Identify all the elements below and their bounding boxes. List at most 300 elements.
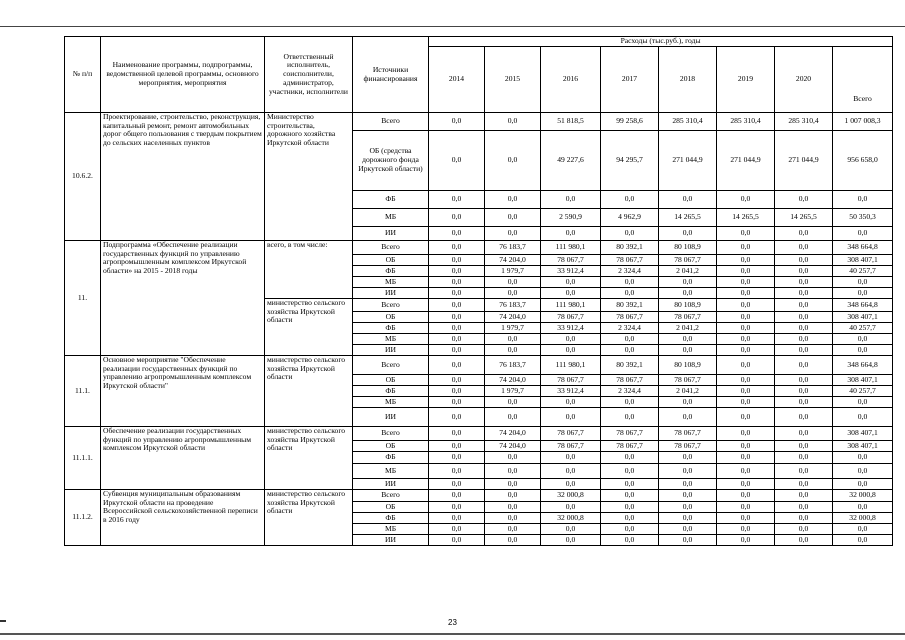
year-value: 0,0 — [717, 277, 775, 288]
year-value: 0,0 — [429, 375, 485, 386]
year-value: 0,0 — [717, 255, 775, 266]
funding-source: МБ — [353, 397, 429, 408]
year-value: 0,0 — [775, 323, 833, 334]
header-name: Наименование программы, подпрограммы, ведомственной целевой программы, основного мероприятия, мероприятия — [101, 37, 265, 113]
year-value: 0,0 — [717, 299, 775, 312]
year-value: 0,0 — [717, 490, 775, 502]
year-value: 0,0 — [429, 299, 485, 312]
year-value: 33 912,4 — [541, 323, 601, 334]
year-value: 0,0 — [485, 513, 541, 524]
year-value: 0,0 — [659, 524, 717, 535]
year-value: 0,0 — [717, 513, 775, 524]
responsible-executor: всего, в том числе: — [265, 241, 353, 299]
funding-source: ФБ — [353, 386, 429, 397]
responsible-executor: министерство сельского хозяйства Иркутской области — [265, 356, 353, 427]
year-value: 2 041,2 — [659, 386, 717, 397]
total-value: 348 664,8 — [833, 299, 893, 312]
total-value: 308 407,1 — [833, 312, 893, 323]
year-value: 0,0 — [601, 535, 659, 546]
total-value: 0,0 — [833, 397, 893, 408]
year-value: 0,0 — [775, 513, 833, 524]
total-value: 0,0 — [833, 288, 893, 299]
year-value: 80 108,9 — [659, 356, 717, 375]
total-value: 40 257,7 — [833, 266, 893, 277]
year-value: 0,0 — [485, 131, 541, 191]
funding-source: ФБ — [353, 266, 429, 277]
year-value: 80 108,9 — [659, 241, 717, 255]
funding-source: ИИ — [353, 408, 429, 427]
year-value: 0,0 — [775, 464, 833, 479]
year-value: 0,0 — [485, 408, 541, 427]
year-value: 0,0 — [717, 266, 775, 277]
year-value: 0,0 — [485, 397, 541, 408]
year-value: 0,0 — [485, 490, 541, 502]
year-value: 4 962,9 — [601, 209, 659, 227]
year-value: 33 912,4 — [541, 386, 601, 397]
year-value: 0,0 — [485, 113, 541, 131]
year-value: 0,0 — [429, 345, 485, 356]
total-value: 0,0 — [833, 345, 893, 356]
year-value: 74 204,0 — [485, 312, 541, 323]
year-value: 0,0 — [775, 479, 833, 490]
year-value: 78 067,7 — [541, 441, 601, 452]
total-value: 0,0 — [833, 524, 893, 535]
year-value: 0,0 — [659, 408, 717, 427]
year-value: 0,0 — [659, 479, 717, 490]
year-value: 0,0 — [717, 312, 775, 323]
year-value: 0,0 — [601, 345, 659, 356]
year-value: 0,0 — [429, 535, 485, 546]
year-value: 0,0 — [541, 191, 601, 209]
year-value: 0,0 — [429, 334, 485, 345]
year-value: 0,0 — [775, 535, 833, 546]
year-value: 0,0 — [717, 397, 775, 408]
year-value: 0,0 — [717, 427, 775, 441]
program-name: Проектирование, строительство, реконструкция, капитальный ремонт, ремонт автомобильных дорог общего пользования с твердым покрытием до сельских населенных пунктов — [101, 113, 265, 241]
year-value: 0,0 — [659, 397, 717, 408]
year-value: 0,0 — [485, 334, 541, 345]
year-value: 51 818,5 — [541, 113, 601, 131]
year-value: 0,0 — [775, 312, 833, 323]
funding-source: ИИ — [353, 535, 429, 546]
funding-source: ОБ — [353, 312, 429, 323]
funding-source: Всего — [353, 113, 429, 131]
year-value: 0,0 — [717, 479, 775, 490]
year-value: 0,0 — [541, 277, 601, 288]
table-row — [65, 356, 893, 375]
year-value: 0,0 — [429, 255, 485, 266]
scan-edge-top — [0, 26, 905, 27]
row-number: 11.1.1. — [65, 427, 101, 490]
total-value: 32 000,8 — [833, 490, 893, 502]
year-value: 0,0 — [601, 277, 659, 288]
funding-source: ИИ — [353, 345, 429, 356]
year-value: 0,0 — [659, 345, 717, 356]
header-year: 2017 — [601, 47, 659, 113]
year-value: 0,0 — [659, 502, 717, 513]
year-value: 76 183,7 — [485, 299, 541, 312]
year-value: 271 044,9 — [775, 131, 833, 191]
year-value: 0,0 — [775, 266, 833, 277]
year-value: 78 067,7 — [541, 375, 601, 386]
year-value: 0,0 — [429, 191, 485, 209]
year-value: 78 067,7 — [659, 427, 717, 441]
year-value: 0,0 — [601, 397, 659, 408]
year-value: 0,0 — [775, 441, 833, 452]
table-row — [65, 427, 893, 441]
year-value: 0,0 — [601, 191, 659, 209]
year-value: 111 980,1 — [541, 356, 601, 375]
year-value: 1 979,7 — [485, 386, 541, 397]
year-value: 0,0 — [485, 502, 541, 513]
year-value: 0,0 — [541, 502, 601, 513]
funding-source: ОБ (средства дорожного фонда Иркутской области) — [353, 131, 429, 191]
year-value: 0,0 — [775, 241, 833, 255]
funding-source: МБ — [353, 334, 429, 345]
program-name: Обеспечение реализации государственных функций по управлению агропромышленным комплексом Иркутской области — [101, 427, 265, 490]
year-value: 0,0 — [659, 452, 717, 464]
year-value: 0,0 — [429, 113, 485, 131]
year-value: 0,0 — [429, 386, 485, 397]
row-number: 11.1.2. — [65, 490, 101, 546]
responsible-executor: министерство сельского хозяйства Иркутской области — [265, 490, 353, 546]
header-year: 2014 — [429, 47, 485, 113]
year-value: 0,0 — [485, 288, 541, 299]
program-name: Подпрограмма «Обеспечение реализации государственных функций по управлению агропромышленным комплексом Иркутской области» на 2015 - 2018 годы — [101, 241, 265, 356]
header-year: 2015 — [485, 47, 541, 113]
year-value: 0,0 — [429, 441, 485, 452]
year-value: 0,0 — [717, 241, 775, 255]
year-value: 0,0 — [775, 299, 833, 312]
year-value: 0,0 — [601, 227, 659, 241]
funding-source: ОБ — [353, 441, 429, 452]
funding-source: ФБ — [353, 452, 429, 464]
year-value: 0,0 — [659, 191, 717, 209]
year-value: 0,0 — [485, 345, 541, 356]
year-value: 78 067,7 — [659, 441, 717, 452]
responsible-executor: Министерство строительства, дорожного хозяйства Иркутской области — [265, 113, 353, 241]
total-value: 1 007 008,3 — [833, 113, 893, 131]
year-value: 0,0 — [775, 408, 833, 427]
year-value: 0,0 — [775, 386, 833, 397]
year-value: 0,0 — [541, 452, 601, 464]
year-value: 78 067,7 — [601, 375, 659, 386]
year-value: 0,0 — [775, 255, 833, 266]
year-value: 0,0 — [717, 323, 775, 334]
total-value: 308 407,1 — [833, 441, 893, 452]
year-value: 0,0 — [659, 513, 717, 524]
year-value: 0,0 — [775, 397, 833, 408]
year-value: 0,0 — [429, 397, 485, 408]
year-value: 0,0 — [429, 524, 485, 535]
year-value: 32 000,8 — [541, 490, 601, 502]
year-value: 0,0 — [601, 479, 659, 490]
year-value: 0,0 — [717, 191, 775, 209]
year-value: 0,0 — [429, 312, 485, 323]
total-value: 50 350,3 — [833, 209, 893, 227]
year-value: 14 265,5 — [659, 209, 717, 227]
year-value: 1 979,7 — [485, 323, 541, 334]
year-value: 0,0 — [601, 452, 659, 464]
year-value: 0,0 — [601, 502, 659, 513]
year-value: 0,0 — [541, 408, 601, 427]
year-value: 2 041,2 — [659, 323, 717, 334]
year-value: 0,0 — [775, 502, 833, 513]
year-value: 78 067,7 — [601, 441, 659, 452]
year-value: 0,0 — [717, 502, 775, 513]
year-value: 0,0 — [485, 464, 541, 479]
year-value: 271 044,9 — [659, 131, 717, 191]
year-value: 0,0 — [659, 490, 717, 502]
year-value: 0,0 — [659, 227, 717, 241]
year-value: 0,0 — [429, 513, 485, 524]
total-value: 0,0 — [833, 535, 893, 546]
year-value: 78 067,7 — [601, 255, 659, 266]
total-value: 40 257,7 — [833, 386, 893, 397]
year-value: 0,0 — [775, 490, 833, 502]
year-value: 78 067,7 — [541, 255, 601, 266]
year-value: 0,0 — [717, 375, 775, 386]
funding-source: ФБ — [353, 323, 429, 334]
year-value: 0,0 — [717, 535, 775, 546]
year-value: 285 310,4 — [717, 113, 775, 131]
funding-source: ОБ — [353, 502, 429, 513]
funding-source: ОБ — [353, 255, 429, 266]
page-number: 23 — [448, 618, 457, 627]
year-value: 0,0 — [775, 277, 833, 288]
year-value: 32 000,8 — [541, 513, 601, 524]
year-value: 0,0 — [541, 227, 601, 241]
scan-edge-bottom — [0, 633, 905, 635]
year-value: 0,0 — [485, 452, 541, 464]
table-row — [65, 113, 893, 131]
year-value: 0,0 — [485, 227, 541, 241]
year-value: 0,0 — [429, 452, 485, 464]
year-value: 0,0 — [429, 266, 485, 277]
funding-source: Всего — [353, 299, 429, 312]
year-value: 2 324,4 — [601, 266, 659, 277]
year-value: 0,0 — [429, 227, 485, 241]
year-value: 0,0 — [717, 356, 775, 375]
year-value: 0,0 — [659, 464, 717, 479]
year-value: 78 067,7 — [601, 312, 659, 323]
year-value: 271 044,9 — [717, 131, 775, 191]
year-value: 2 324,4 — [601, 323, 659, 334]
program-name: Субвенция муниципальным образованиям Иркутской области на проведение Всероссийской сельскохозяйственной переписи в 2016 году — [101, 490, 265, 546]
year-value: 0,0 — [775, 334, 833, 345]
year-value: 0,0 — [429, 464, 485, 479]
funding-source: ИИ — [353, 227, 429, 241]
funding-source: Всего — [353, 490, 429, 502]
year-value: 0,0 — [601, 490, 659, 502]
year-value: 0,0 — [775, 288, 833, 299]
year-value: 74 204,0 — [485, 375, 541, 386]
year-value: 2 590,9 — [541, 209, 601, 227]
header-expenses: Расходы (тыс.руб.), годы — [429, 37, 893, 47]
year-value: 0,0 — [775, 227, 833, 241]
year-value: 0,0 — [485, 191, 541, 209]
year-value: 78 067,7 — [659, 312, 717, 323]
funding-source: МБ — [353, 209, 429, 227]
year-value: 0,0 — [541, 535, 601, 546]
year-value: 0,0 — [485, 535, 541, 546]
row-number: 11.1. — [65, 356, 101, 427]
year-value: 0,0 — [601, 334, 659, 345]
header-num: № п/п — [65, 37, 101, 113]
year-value: 0,0 — [775, 427, 833, 441]
total-value: 0,0 — [833, 502, 893, 513]
year-value: 111 980,1 — [541, 299, 601, 312]
year-value: 78 067,7 — [659, 375, 717, 386]
year-value: 2 324,4 — [601, 386, 659, 397]
funding-source: ФБ — [353, 191, 429, 209]
year-value: 0,0 — [429, 131, 485, 191]
year-value: 76 183,7 — [485, 356, 541, 375]
year-value: 0,0 — [485, 277, 541, 288]
year-value: 74 204,0 — [485, 441, 541, 452]
year-value: 0,0 — [717, 441, 775, 452]
year-value: 0,0 — [429, 408, 485, 427]
year-value: 78 067,7 — [541, 427, 601, 441]
header-year: 2019 — [717, 47, 775, 113]
header-responsible: Ответственный исполнитель, соисполнители, администратор, участники, исполнители — [265, 37, 353, 113]
year-value: 0,0 — [429, 209, 485, 227]
year-value: 0,0 — [541, 464, 601, 479]
funding-source: МБ — [353, 524, 429, 535]
total-value: 348 664,8 — [833, 241, 893, 255]
funding-source: ИИ — [353, 288, 429, 299]
year-value: 94 295,7 — [601, 131, 659, 191]
year-value: 76 183,7 — [485, 241, 541, 255]
funding-source: ИИ — [353, 479, 429, 490]
year-value: 0,0 — [659, 277, 717, 288]
year-value: 0,0 — [601, 513, 659, 524]
year-value: 0,0 — [429, 356, 485, 375]
funding-source: МБ — [353, 464, 429, 479]
table-row — [65, 490, 893, 502]
year-value: 80 108,9 — [659, 299, 717, 312]
year-value: 0,0 — [601, 524, 659, 535]
year-value: 0,0 — [429, 241, 485, 255]
year-value: 78 067,7 — [541, 312, 601, 323]
year-value: 1 979,7 — [485, 266, 541, 277]
year-value: 78 067,7 — [659, 255, 717, 266]
year-value: 0,0 — [601, 288, 659, 299]
responsible-executor: министерство сельского хозяйства Иркутской области — [265, 299, 353, 356]
year-value: 0,0 — [659, 334, 717, 345]
year-value: 0,0 — [541, 479, 601, 490]
year-value: 0,0 — [429, 427, 485, 441]
year-value: 0,0 — [717, 227, 775, 241]
header-year: 2018 — [659, 47, 717, 113]
funding-source: Всего — [353, 427, 429, 441]
year-value: 2 041,2 — [659, 266, 717, 277]
year-value: 0,0 — [775, 375, 833, 386]
year-value: 78 067,7 — [601, 427, 659, 441]
year-value: 0,0 — [659, 288, 717, 299]
year-value: 0,0 — [541, 524, 601, 535]
year-value: 0,0 — [717, 334, 775, 345]
total-value: 0,0 — [833, 334, 893, 345]
year-value: 0,0 — [717, 524, 775, 535]
funding-source: МБ — [353, 277, 429, 288]
year-value: 0,0 — [717, 288, 775, 299]
total-value: 348 664,8 — [833, 356, 893, 375]
total-value: 0,0 — [833, 191, 893, 209]
year-value: 0,0 — [775, 191, 833, 209]
year-value: 0,0 — [541, 397, 601, 408]
year-value: 111 980,1 — [541, 241, 601, 255]
year-value: 0,0 — [775, 524, 833, 535]
year-value: 0,0 — [429, 277, 485, 288]
funding-source: Всего — [353, 241, 429, 255]
total-value: 308 407,1 — [833, 427, 893, 441]
total-value: 0,0 — [833, 479, 893, 490]
header-year: 2016 — [541, 47, 601, 113]
total-value: 0,0 — [833, 277, 893, 288]
year-value: 0,0 — [601, 464, 659, 479]
year-value: 0,0 — [775, 452, 833, 464]
year-value: 0,0 — [541, 345, 601, 356]
total-value: 32 000,8 — [833, 513, 893, 524]
responsible-executor: министерство сельского хозяйства Иркутской области — [265, 427, 353, 490]
year-value: 0,0 — [717, 464, 775, 479]
year-value: 0,0 — [717, 345, 775, 356]
year-value: 14 265,5 — [775, 209, 833, 227]
year-value: 80 392,1 — [601, 299, 659, 312]
header-year: 2020 — [775, 47, 833, 113]
year-value: 0,0 — [485, 209, 541, 227]
year-value: 74 204,0 — [485, 427, 541, 441]
year-value: 0,0 — [601, 408, 659, 427]
year-value: 0,0 — [485, 479, 541, 490]
year-value: 285 310,4 — [775, 113, 833, 131]
year-value: 33 912,4 — [541, 266, 601, 277]
year-value: 99 258,6 — [601, 113, 659, 131]
expenses-table — [64, 36, 893, 546]
row-number: 11. — [65, 241, 101, 356]
year-value: 0,0 — [429, 490, 485, 502]
funding-source: Всего — [353, 356, 429, 375]
year-value: 0,0 — [429, 288, 485, 299]
year-value: 74 204,0 — [485, 255, 541, 266]
table-row — [65, 241, 893, 255]
funding-source: ФБ — [353, 513, 429, 524]
total-value: 308 407,1 — [833, 255, 893, 266]
total-value: 40 257,7 — [833, 323, 893, 334]
total-value: 308 407,1 — [833, 375, 893, 386]
year-value: 0,0 — [775, 356, 833, 375]
year-value: 0,0 — [429, 323, 485, 334]
header-total: Всего — [833, 47, 893, 113]
year-value: 80 392,1 — [601, 241, 659, 255]
row-number: 10.6.2. — [65, 113, 101, 241]
year-value: 14 265,5 — [717, 209, 775, 227]
header-sources: Источники финансирования — [353, 37, 429, 113]
total-value: 956 658,0 — [833, 131, 893, 191]
total-value: 0,0 — [833, 227, 893, 241]
year-value: 0,0 — [775, 345, 833, 356]
year-value: 285 310,4 — [659, 113, 717, 131]
funding-source: ОБ — [353, 375, 429, 386]
year-value: 0,0 — [485, 524, 541, 535]
year-value: 80 392,1 — [601, 356, 659, 375]
year-value: 49 227,6 — [541, 131, 601, 191]
total-value: 0,0 — [833, 452, 893, 464]
total-value: 0,0 — [833, 464, 893, 479]
year-value: 0,0 — [429, 479, 485, 490]
year-value: 0,0 — [659, 535, 717, 546]
